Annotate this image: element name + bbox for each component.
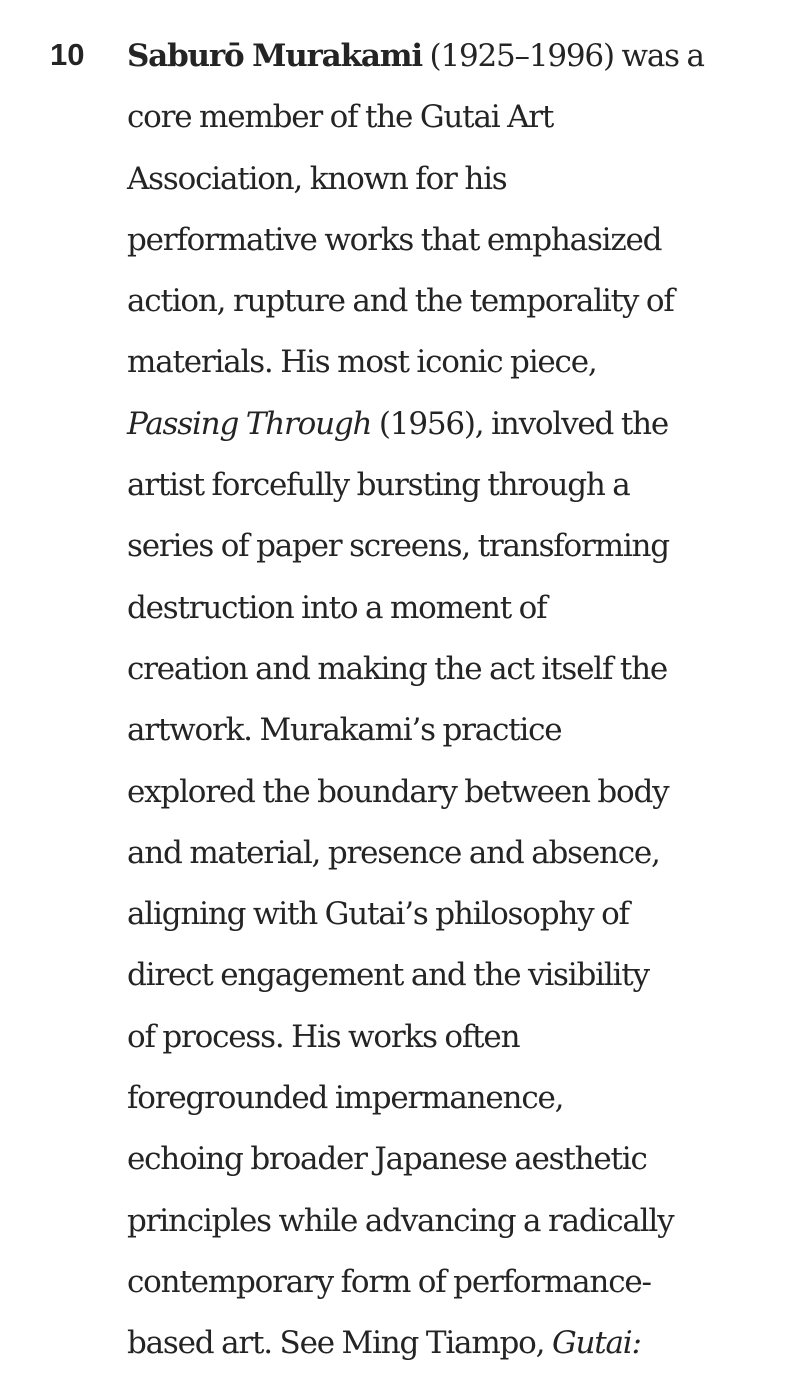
footnote-line bbox=[127, 583, 787, 644]
footnote-text-run: principles while advancing a radically bbox=[127, 1202, 674, 1239]
footnote-line bbox=[127, 337, 787, 398]
footnote-line bbox=[127, 1196, 787, 1257]
footnote-line bbox=[127, 767, 787, 828]
footnote-text-run: destruction into a moment of bbox=[127, 589, 547, 626]
footnote-text-run: series of paper screens, transforming bbox=[127, 528, 669, 565]
footnote-line bbox=[127, 950, 787, 1011]
footnote-text-run: (1956), involved the bbox=[371, 405, 668, 442]
footnote-text-run: explored the boundary between body bbox=[127, 773, 669, 810]
footnote-line bbox=[127, 828, 787, 889]
footnote-text-run: of process. His works often bbox=[127, 1018, 520, 1055]
footnote-line bbox=[127, 276, 787, 337]
footnote-line bbox=[127, 215, 787, 276]
footnote-line bbox=[127, 399, 787, 460]
footnote-subject-name: Saburō Murakami bbox=[127, 38, 422, 74]
footnote-text-run: echoing broader Japanese aesthetic bbox=[127, 1141, 647, 1178]
footnote-title-italic: Passing Through bbox=[127, 405, 372, 442]
footnote-line bbox=[127, 705, 787, 766]
footnote-text-run: performative works that emphasized bbox=[127, 221, 662, 258]
footnote-line bbox=[127, 889, 787, 950]
footnote-text-run: (1925–1996) was a bbox=[421, 38, 704, 74]
footnote-text-run: Association, known for his bbox=[127, 160, 507, 197]
footnote-text-run: and material, presence and absence, bbox=[127, 834, 660, 871]
footnote-line bbox=[127, 460, 787, 521]
footnote-text-run: action, rupture and the temporality of bbox=[127, 283, 674, 320]
footnote-text-run: based art. See Ming Tiampo, bbox=[127, 1325, 552, 1362]
footnote-text-run: direct engagement and the visibility bbox=[127, 957, 649, 994]
footnote-text-run: aligning with Gutai’s philosophy of bbox=[127, 896, 629, 933]
footnote-text-run: contemporary form of performance- bbox=[127, 1263, 651, 1300]
footnote-title-italic: Gutai: bbox=[551, 1325, 641, 1362]
footnote-line bbox=[127, 1257, 787, 1318]
footnote-line bbox=[127, 1012, 787, 1073]
footnote-text-run: creation and making the act itself the bbox=[127, 650, 668, 687]
footnote-text-run: artwork. Murakami’s practice bbox=[127, 712, 562, 749]
footnote-text-run: foregrounded impermanence, bbox=[127, 1080, 564, 1117]
footnote-text-run: artist forcefully bursting through a bbox=[127, 467, 630, 504]
footnote-line bbox=[127, 521, 787, 582]
footnote-line bbox=[127, 1073, 787, 1134]
footnote-line bbox=[127, 644, 787, 705]
footnote-line bbox=[127, 154, 787, 215]
footnote-line bbox=[127, 92, 787, 153]
footnote-line bbox=[127, 1134, 787, 1195]
footnote-text-run: materials. His most iconic piece, bbox=[127, 344, 597, 381]
footnote-text-run: core member of the Gutai Art bbox=[127, 99, 554, 136]
footnote-number: 10 bbox=[50, 37, 85, 72]
footnote-text bbox=[127, 31, 787, 1380]
footnote-line bbox=[127, 1318, 787, 1379]
footnote-line bbox=[127, 31, 787, 92]
